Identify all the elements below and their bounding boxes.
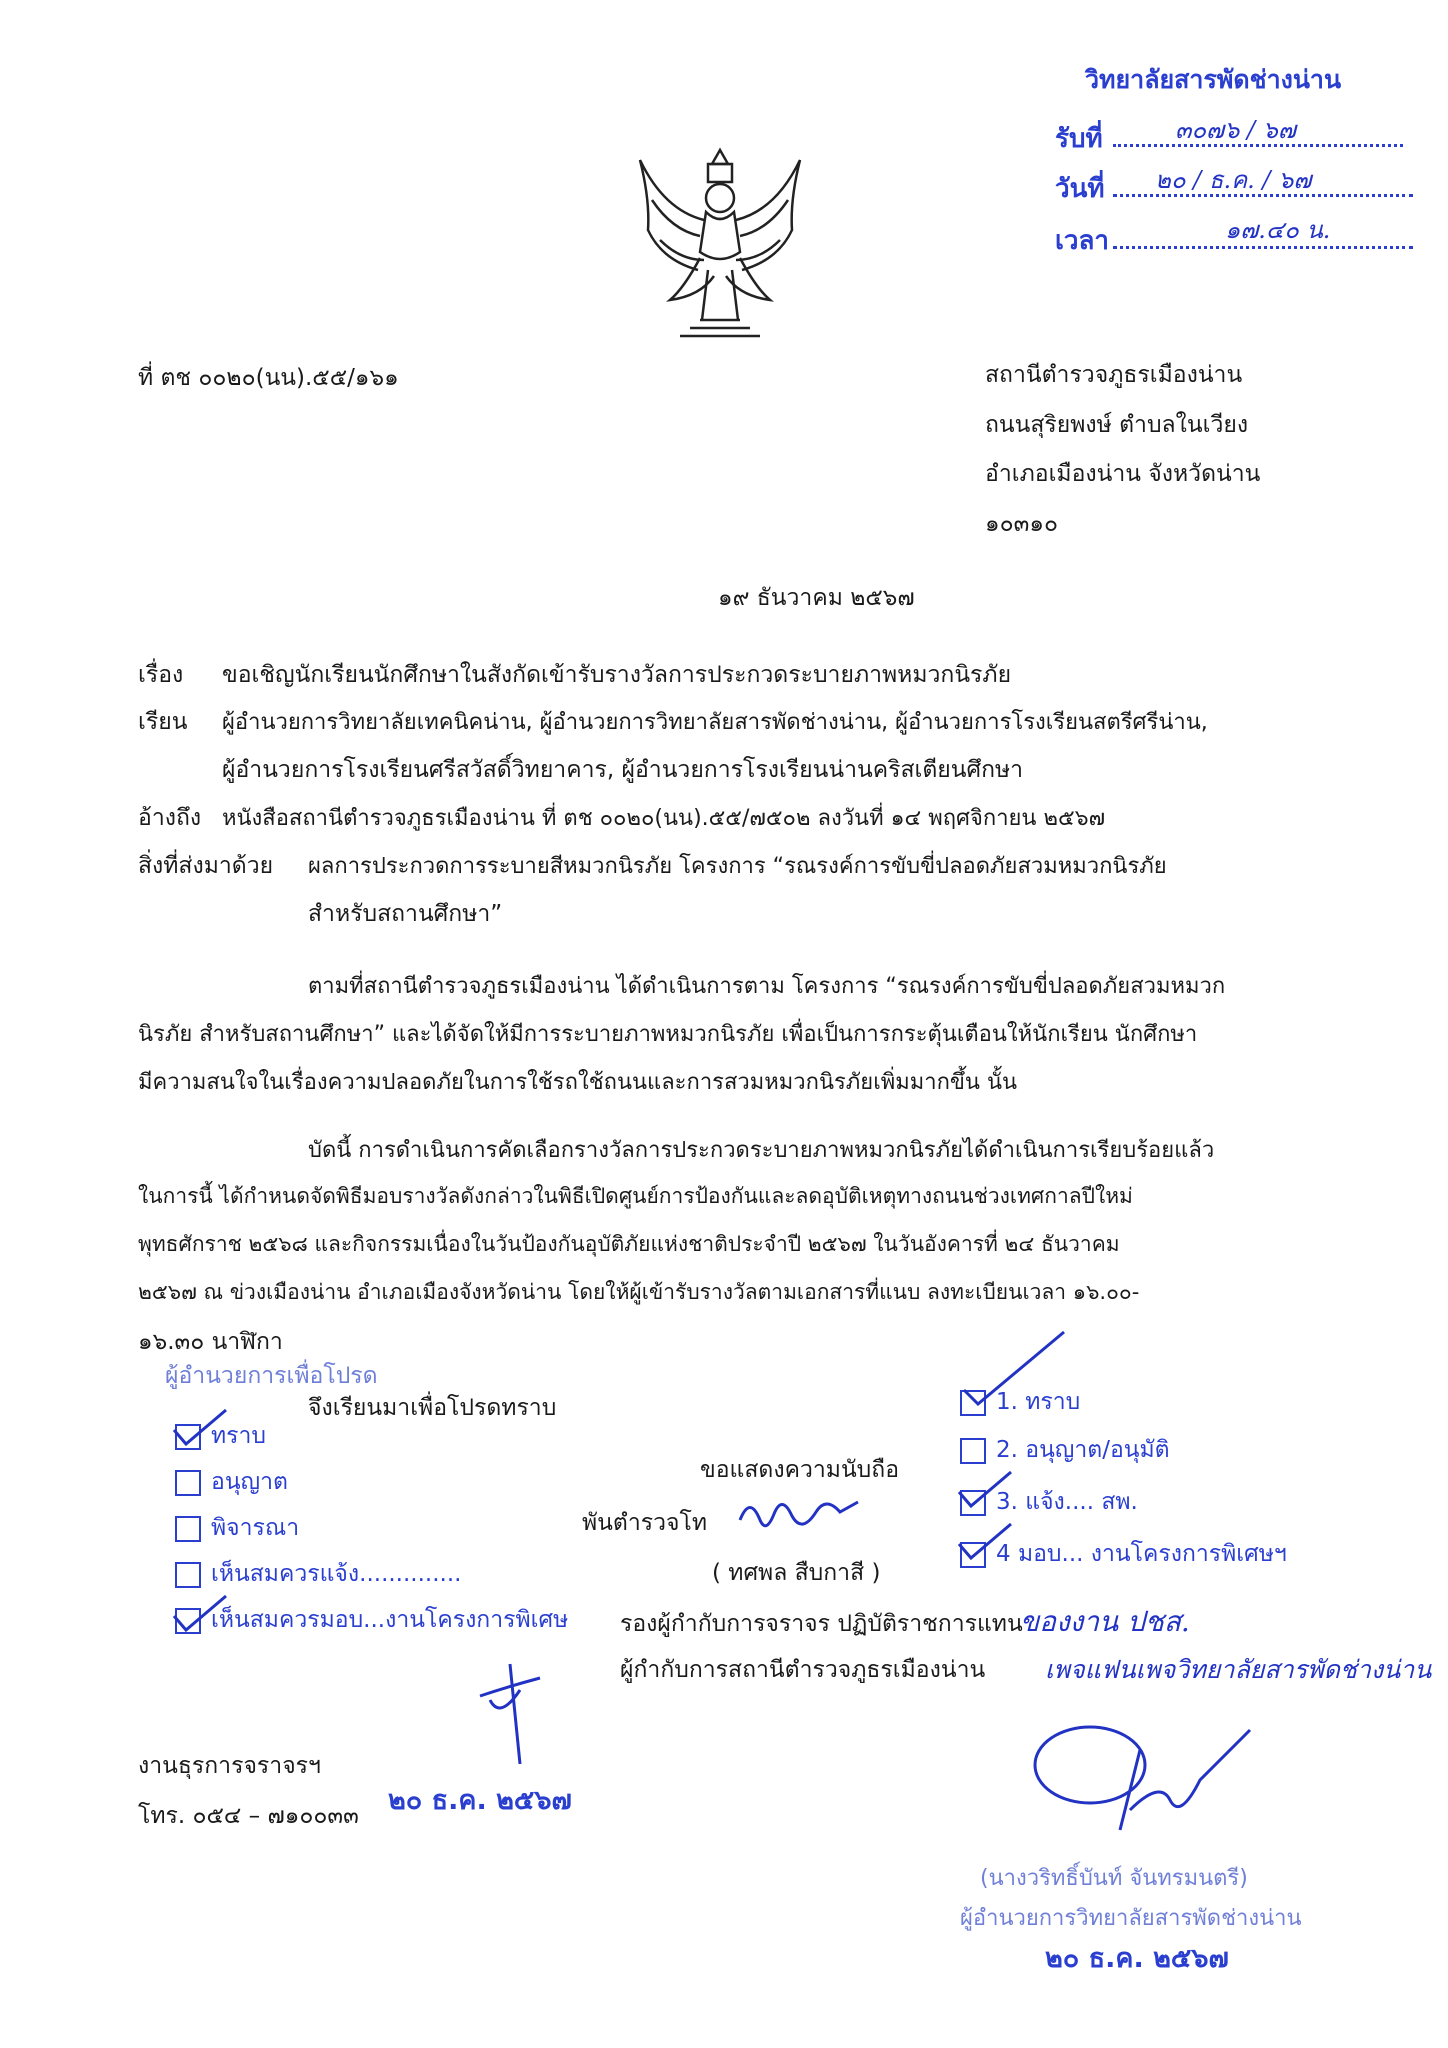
body-line: ๒๕๖๗ ณ ข่วงเมืองน่าน อำเภอเมืองจังหวัดน่าน โดยให้ผู้เข้ารับรางวัลตามเอกสารที่แนบ ลงทะเบียนเวลา ๑๖.๐๐- — [138, 1280, 1140, 1304]
address-line: สถานีตำรวจภูธรเมืองน่าน — [985, 362, 1243, 388]
letter-date: ๑๙ ธันวาคม ๒๕๖๗ — [718, 585, 915, 611]
routing-option-ack: 1. ทราบ — [960, 1384, 1080, 1420]
receipt-stamp — [1055, 60, 1415, 260]
body-line: ตามที่สถานีตำรวจภูธรเมืองน่าน ได้ดำเนินการตาม โครงการ “รณรงค์การขับขี่ปลอดภัยสวมหมวก — [308, 974, 1226, 999]
closing: ขอแสดงความนับถือ — [700, 1457, 900, 1483]
enclosure-line: ผลการประกวดการระบายสีหมวกนิรภัย โครงการ “รณรงค์การขับขี่ปลอดภัยสวมหมวกนิรภัย — [308, 854, 1167, 879]
initials-icon — [470, 1660, 560, 1770]
routing-option-notify: เห็นสมควรแจ้ง.............. — [175, 1556, 461, 1592]
address-line: อำเภอเมืองน่าน จังหวัดน่าน — [985, 461, 1261, 487]
body-line: ในการนี้ ได้กำหนดจัดพิธีมอบรางวัลดังกล่าวในพิธีเปิดศูนย์การป้องกันและลดอุบัติเหตุทางถนนช่วงเทศกาลปีใหม่ — [138, 1184, 1133, 1208]
ref-number: ที่ ตช ๐๐๒๐(นน).๕๕/๑๖๑ — [138, 365, 399, 391]
date-stamp-right: ๒๐ ธ.ค. ๒๕๖๗ — [1045, 1943, 1229, 1974]
stamp-date: ๒๐ / ธ.ค. / ๖๗ — [1155, 166, 1312, 194]
body-line: นิรภัย สำหรับสถานศึกษา” และได้จัดให้มีการระบายภาพหมวกนิรภัย เพื่อเป็นการกระตุ้นเตือนให้นักเรียน นักศึกษา — [138, 1022, 1198, 1047]
stamp-received-no: ๓๐๗๖ / ๖๗ — [1175, 116, 1296, 144]
signer-title: รองผู้กำกับการจราจร ปฏิบัติราชการแทน — [620, 1611, 1023, 1637]
to-line: ผู้อำนวยการวิทยาลัยเทคนิคน่าน, ผู้อำนวยการวิทยาลัยสารพัดช่างน่าน, ผู้อำนวยการโรงเรียนสตรีศรีน่าน, — [222, 710, 1208, 735]
reference-label: อ้างถึง — [138, 805, 202, 831]
date-stamp-left: ๒๐ ธ.ค. ๒๕๖๗ — [388, 1785, 572, 1816]
director-title: ผู้อำนวยการวิทยาลัยสารพัดช่างน่าน — [960, 1906, 1302, 1931]
routing-option-notify: 3. แจ้ง.... สพ. — [960, 1484, 1138, 1520]
reference-text: หนังสือสถานีตำรวจภูธรเมืองน่าน ที่ ตช ๐๐๒๐(นน).๕๕/๗๕๐๒ ลงวันที่ ๑๔ พฤศจิกายน ๒๕๖๗ — [222, 806, 1106, 831]
stamp-date-label: วันที่ — [1055, 174, 1105, 204]
routing-option-permit: อนุญาต — [175, 1464, 288, 1500]
director-signature-icon — [1030, 1720, 1260, 1840]
routing-heading: ผู้อำนวยการเพื่อโปรด — [165, 1363, 378, 1389]
stamp-org: วิทยาลัยสารพัดช่างน่าน — [1085, 65, 1342, 94]
routing-option-ack: ทราบ — [175, 1418, 266, 1454]
body-line: บัดนี้ การดำเนินการคัดเลือกรางวัลการประกวดระบายภาพหมวกนิรภัยได้ดำเนินการเรียบร้อยแล้ว — [308, 1138, 1215, 1163]
subject: ขอเชิญนักเรียนนักศึกษาในสังกัดเข้ารับรางวัลการประกวดระบายภาพหมวกนิรภัย — [222, 662, 1012, 688]
to-label: เรียน — [138, 709, 188, 735]
checkmark-icon — [960, 1330, 1070, 1410]
body-line: พุทธศักราช ๒๕๖๘ และกิจกรรมเนื่องในวันป้องกันอุบัติภัยแห่งชาติประจำปี ๒๕๖๗ ในวันอังคารที่ ๒๔ ธันวาคม — [138, 1232, 1120, 1256]
to-line: ผู้อำนวยการโรงเรียนศรีสวัสดิ์วิทยาคาร, ผู้อำนวยการโรงเรียนน่านคริสเตียนศึกษา — [222, 757, 1024, 783]
signer-rank: พันตำรวจโท — [582, 1510, 707, 1536]
handwritten-note: ของงาน ปชส. — [1020, 1605, 1190, 1638]
enclosure-label: สิ่งที่ส่งมาด้วย — [138, 853, 274, 879]
body-line: มีความสนใจในเรื่องความปลอดภัยในการใช้รถใช้ถนนและการสวมหมวกนิรภัยเพิ่มมากขึ้น นั้น — [138, 1070, 1018, 1095]
phone: โทร. ๐๕๔ – ๗๑๐๐๓๓ — [138, 1803, 359, 1829]
signer-title: ผู้กำกับการสถานีตำรวจภูธรเมืองน่าน — [620, 1657, 986, 1683]
routing-option-assign: เห็นสมควรมอบ...งานโครงการพิเศษ — [175, 1602, 568, 1638]
body-line: ๑๖.๓๐ นาฬิกา — [138, 1329, 283, 1355]
garuda-emblem-icon — [630, 140, 810, 340]
checkmark-icon — [955, 1522, 1015, 1562]
subject-label: เรื่อง — [138, 662, 184, 688]
stamp-time: ๑๗.๔๐ น. — [1225, 216, 1331, 244]
signature-icon — [735, 1490, 885, 1540]
enclosure-line: สำหรับสถานศึกษา” — [308, 901, 503, 927]
address-line: ถนนสุริยพงษ์ ตำบลในเวียง — [985, 412, 1249, 438]
checkmark-icon — [955, 1470, 1015, 1510]
handwritten-note: เพจแฟนเพจวิทยาลัยสารพัดช่างน่าน — [1045, 1655, 1432, 1684]
checkmark-icon — [170, 1594, 230, 1634]
stamp-time-label: เวลา — [1055, 226, 1110, 256]
checkmark-icon — [170, 1408, 230, 1448]
director-name: (นางวริทธิ์บันท์ จันทรมนตรี) — [980, 1866, 1248, 1891]
address-line: ๑๐๓๑๐ — [985, 511, 1058, 537]
department: งานธุรการจราจรฯ — [138, 1753, 321, 1779]
closing-request: จึงเรียนมาเพื่อโปรดทราบ — [308, 1395, 557, 1421]
routing-option-consider: พิจารณา — [175, 1510, 299, 1546]
stamp-received-label: รับที่ — [1055, 124, 1103, 154]
signer-name: ( ทศพล สืบกาสี ) — [712, 1560, 881, 1586]
routing-option-approve: 2. อนุญาต/อนุมัติ — [960, 1432, 1170, 1468]
routing-option-assign: 4 มอบ... งานโครงการพิเศษฯ — [960, 1536, 1287, 1572]
